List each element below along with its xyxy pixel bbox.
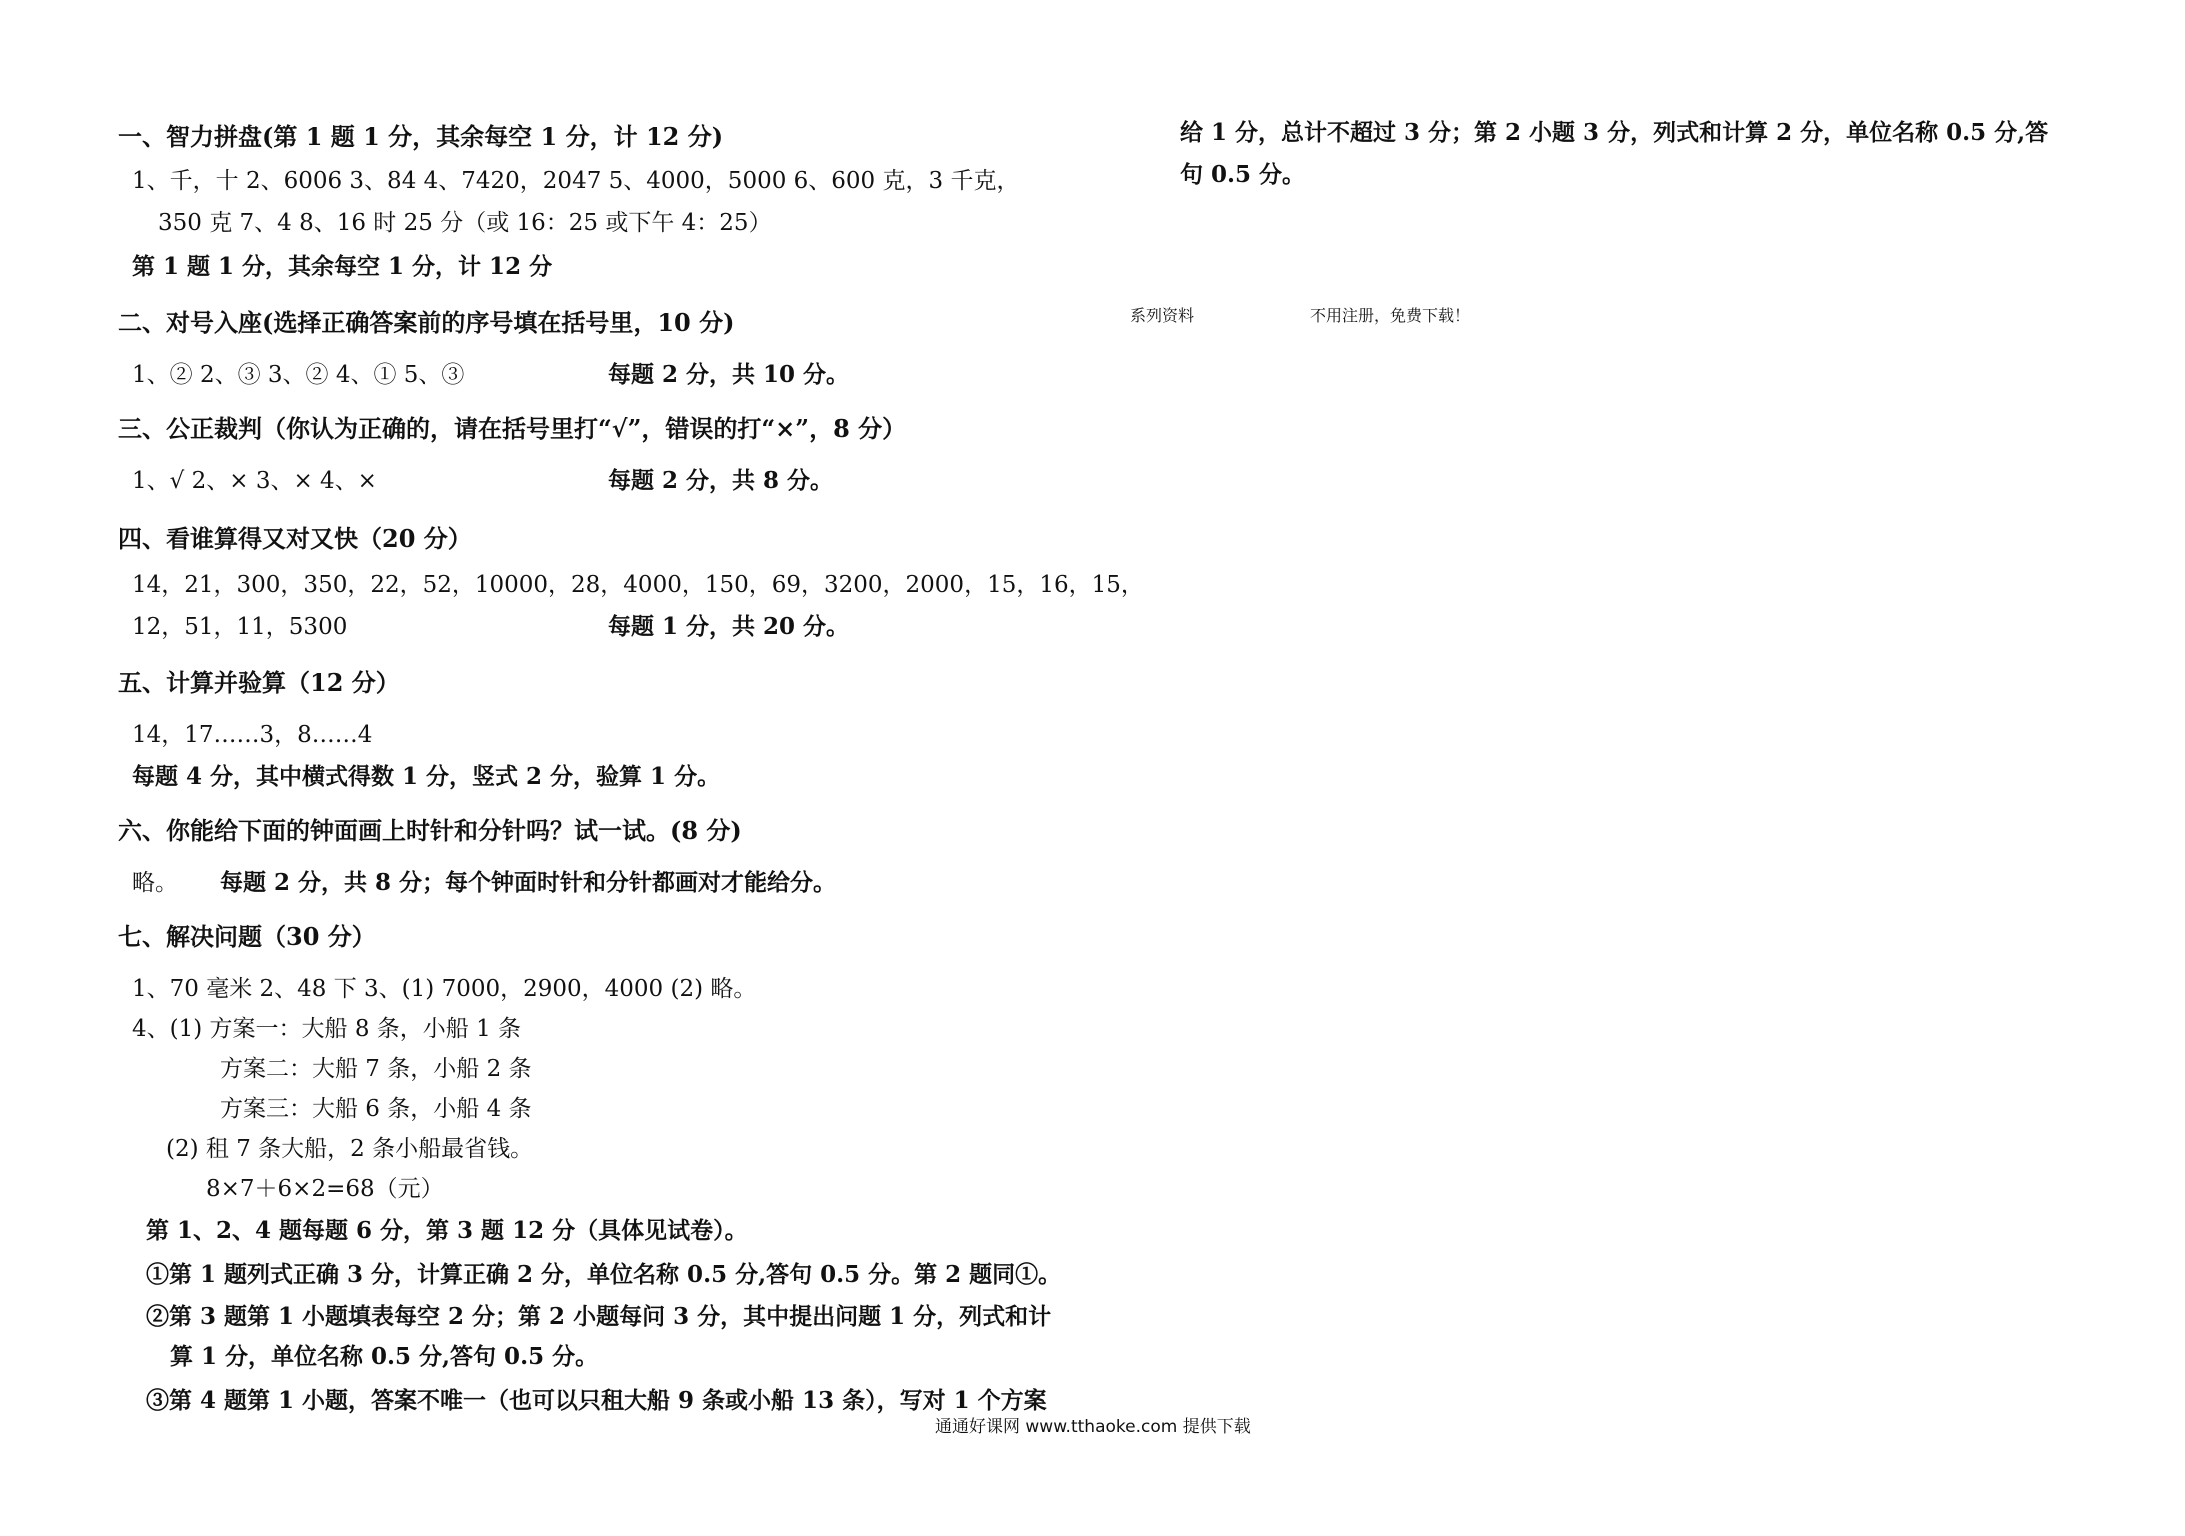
section-7-answers-line-3: 方案二：大船 7 条，小船 2 条 xyxy=(220,1056,532,1082)
section-4-scoring: 每题 1 分，共 20 分。 xyxy=(608,613,850,640)
section-1-answers-line-2: 350 克 7、4 8、16 时 25 分（或 16：25 或下午 4：25） xyxy=(158,210,772,236)
section-5-title: 五、计算并验算（12 分） xyxy=(118,668,400,697)
section-3-scoring: 每题 2 分，共 8 分。 xyxy=(608,467,834,494)
section-1-title: 一、智力拼盘(第 1 题 1 分，其余每空 1 分，计 12 分) xyxy=(118,122,724,151)
section-7-answers-line-1: 1、70 毫米 2、48 下 3、(1) 7000，2900，4000 (2) 略。 xyxy=(132,976,757,1002)
series-materials-label: 系列资料 xyxy=(1130,306,1195,325)
section-7-scoring-4: ③第 4 题第 1 小题，答案不唯一（也可以只租大船 9 条或小船 13 条），写对 1 个方案 xyxy=(146,1387,1047,1414)
section-3-title: 三、公正裁判（你认为正确的，请在括号里打“√”，错误的打“×”，8 分） xyxy=(118,414,907,443)
section-5-answers: 14，17……3，8……4 xyxy=(132,722,373,748)
section-1-scoring: 第 1 题 1 分，其余每空 1 分，计 12 分 xyxy=(132,253,553,280)
section-1-answers-line-1: 1、千，十 2、6006 3、84 4、7420，2047 5、4000，5000 6、600 克，3 千克， xyxy=(132,168,1020,194)
section-7-scoring-1: 第 1、2、4 题每题 6 分，第 3 题 12 分（具体见试卷）。 xyxy=(146,1217,748,1244)
section-7-answers-line-2: 4、(1) 方案一：大船 8 条，小船 1 条 xyxy=(132,1016,522,1042)
section-4-answers-line-2: 12，51，11，5300 xyxy=(132,614,348,640)
scoring-continuation-line-2: 句 0.5 分。 xyxy=(1180,161,1306,188)
section-6-title: 六、你能给下面的钟面画上时针和分针吗？试一试。(8 分) xyxy=(118,816,742,845)
section-7-answers-line-4: 方案三：大船 6 条，小船 4 条 xyxy=(220,1096,532,1122)
scoring-continuation-line-1: 给 1 分，总计不超过 3 分；第 2 小题 3 分，列式和计算 2 分，单位名称 0.5 分,答 xyxy=(1180,119,2049,146)
section-7-scoring-2: ①第 1 题列式正确 3 分，计算正确 2 分，单位名称 0.5 分,答句 0.5 分。第 2 题同①。 xyxy=(146,1261,1062,1288)
section-6-scoring: 每题 2 分，共 8 分；每个钟面时针和分针都画对才能给分。 xyxy=(220,869,837,896)
section-7-answers-line-5: (2) 租 7 条大船，2 条小船最省钱。 xyxy=(166,1136,534,1162)
section-7-answers-line-6: 8×7＋6×2=68（元） xyxy=(206,1176,444,1202)
free-download-label: 不用注册，免费下载！ xyxy=(1310,306,1471,325)
footer-source: 通通好课网 www.tthaoke.com 提供下载 xyxy=(935,1417,1251,1437)
section-2-answers: 1、② 2、③ 3、② 4、① 5、③ xyxy=(132,362,465,388)
section-5-scoring: 每题 4 分，其中横式得数 1 分，竖式 2 分，验算 1 分。 xyxy=(132,763,721,790)
section-4-title: 四、看谁算得又对又快（20 分） xyxy=(118,524,472,553)
section-6-answer: 略。 xyxy=(132,870,178,896)
section-7-scoring-3b: 算 1 分，单位名称 0.5 分,答句 0.5 分。 xyxy=(170,1343,599,1370)
section-7-scoring-3a: ②第 3 题第 1 小题填表每空 2 分；第 2 小题每问 3 分，其中提出问题 1 分，列式和计 xyxy=(146,1303,1052,1330)
section-4-answers-line-1: 14，21，300，350，22，52，10000，28，4000，150，69，3200，2000，15，16，15， xyxy=(132,572,1144,598)
section-7-title: 七、解决问题（30 分） xyxy=(118,922,376,951)
section-2-scoring: 每题 2 分，共 10 分。 xyxy=(608,361,850,388)
section-2-title: 二、对号入座(选择正确答案前的序号填在括号里，10 分) xyxy=(118,308,735,337)
section-3-answers: 1、√ 2、× 3、× 4、× xyxy=(132,468,377,494)
